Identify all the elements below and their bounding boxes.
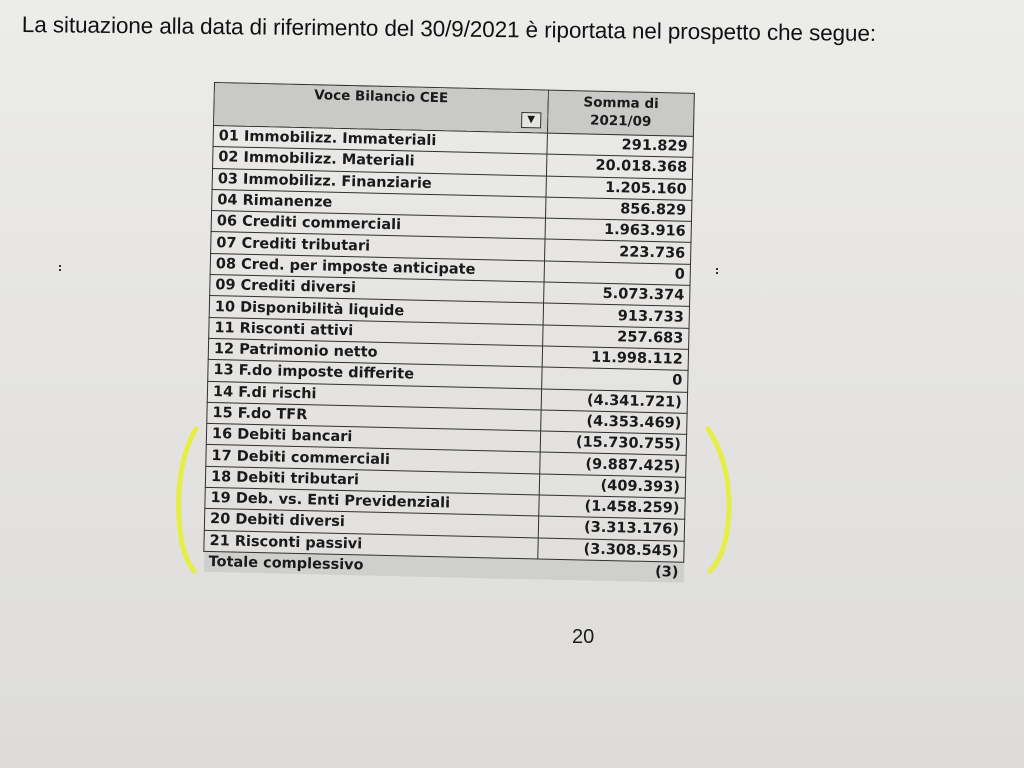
- row-value: 257.683: [543, 325, 689, 350]
- row-value: (15.730.755): [540, 431, 686, 456]
- row-value: 291.829: [547, 133, 693, 158]
- row-value: 20.018.368: [546, 154, 692, 179]
- balance-sheet-table: [203, 82, 695, 583]
- row-value: 1.205.160: [546, 176, 692, 201]
- scan-speck: [716, 268, 718, 276]
- row-label: 06 Crediti commerciali: [211, 211, 545, 240]
- row-value: 0: [544, 261, 690, 286]
- total-value: (3): [537, 559, 683, 583]
- row-label: 08 Cred. per imposte anticipate: [210, 253, 544, 282]
- highlighter-bracket-right: [700, 425, 736, 575]
- row-value: (3.313.176): [538, 516, 684, 541]
- row-label: 10 Disponibilità liquide: [209, 296, 543, 325]
- row-value: (3.308.545): [538, 538, 684, 563]
- row-label: 11 Risconti attivi: [209, 317, 543, 346]
- row-label: 20 Debiti diversi: [204, 509, 538, 538]
- row-value: 913.733: [543, 303, 689, 328]
- row-value: 223.736: [545, 240, 691, 265]
- page-number: 20: [572, 626, 595, 648]
- header-somma-line1: Somma di: [583, 94, 659, 113]
- row-label: 07 Crediti tributari: [211, 232, 545, 261]
- row-value: 11.998.112: [542, 346, 688, 371]
- row-label: 12 Patrimonio netto: [208, 338, 542, 367]
- row-value: 0: [542, 367, 688, 392]
- page-heading: La situazione alla data di riferimento del 30/9/2021 è riportata nel prospetto che segue:: [21, 12, 877, 46]
- row-label: 01 Immobilizz. Immateriali: [213, 126, 547, 155]
- header-somma: [547, 90, 694, 136]
- scan-speck: [59, 265, 61, 273]
- header-somma-line2: 2021/09: [589, 112, 652, 130]
- row-value: 856.829: [545, 197, 691, 222]
- row-label: 09 Crediti diversi: [210, 275, 544, 304]
- row-label: 14 F.di rischi: [207, 381, 541, 410]
- row-label: 21 Risconti passivi: [204, 530, 538, 559]
- total-label: Totale complessivo: [203, 551, 537, 579]
- header-voce-label: Voce Bilancio CEE: [313, 87, 449, 107]
- row-label: 15 F.do TFR: [207, 402, 541, 431]
- row-label: 17 Debiti commerciali: [206, 445, 540, 474]
- filter-dropdown-icon[interactable]: ▼: [521, 112, 541, 128]
- row-value: 5.073.374: [544, 282, 690, 307]
- highlighter-bracket-left: [170, 425, 206, 575]
- row-label: 13 F.do imposte differite: [208, 360, 542, 389]
- row-label: 04 Rimanenze: [212, 189, 546, 218]
- row-value: (4.341.721): [541, 389, 687, 414]
- balance-sheet-table-container: [203, 82, 694, 583]
- row-label: 03 Immobilizz. Finanziarie: [212, 168, 546, 197]
- row-label: 18 Debiti tributari: [205, 466, 539, 495]
- row-value: (9.887.425): [540, 452, 686, 477]
- row-label: 02 Immobilizz. Materiali: [213, 147, 547, 176]
- row-label: 19 Deb. vs. Enti Previdenziali: [205, 487, 539, 516]
- row-value: (4.353.469): [541, 410, 687, 435]
- row-value: (1.458.259): [539, 495, 685, 520]
- row-value: 1.963.916: [545, 218, 691, 243]
- header-voce-bilancio: [214, 83, 549, 134]
- row-label: 16 Debiti bancari: [206, 424, 540, 453]
- row-value: (409.393): [539, 474, 685, 499]
